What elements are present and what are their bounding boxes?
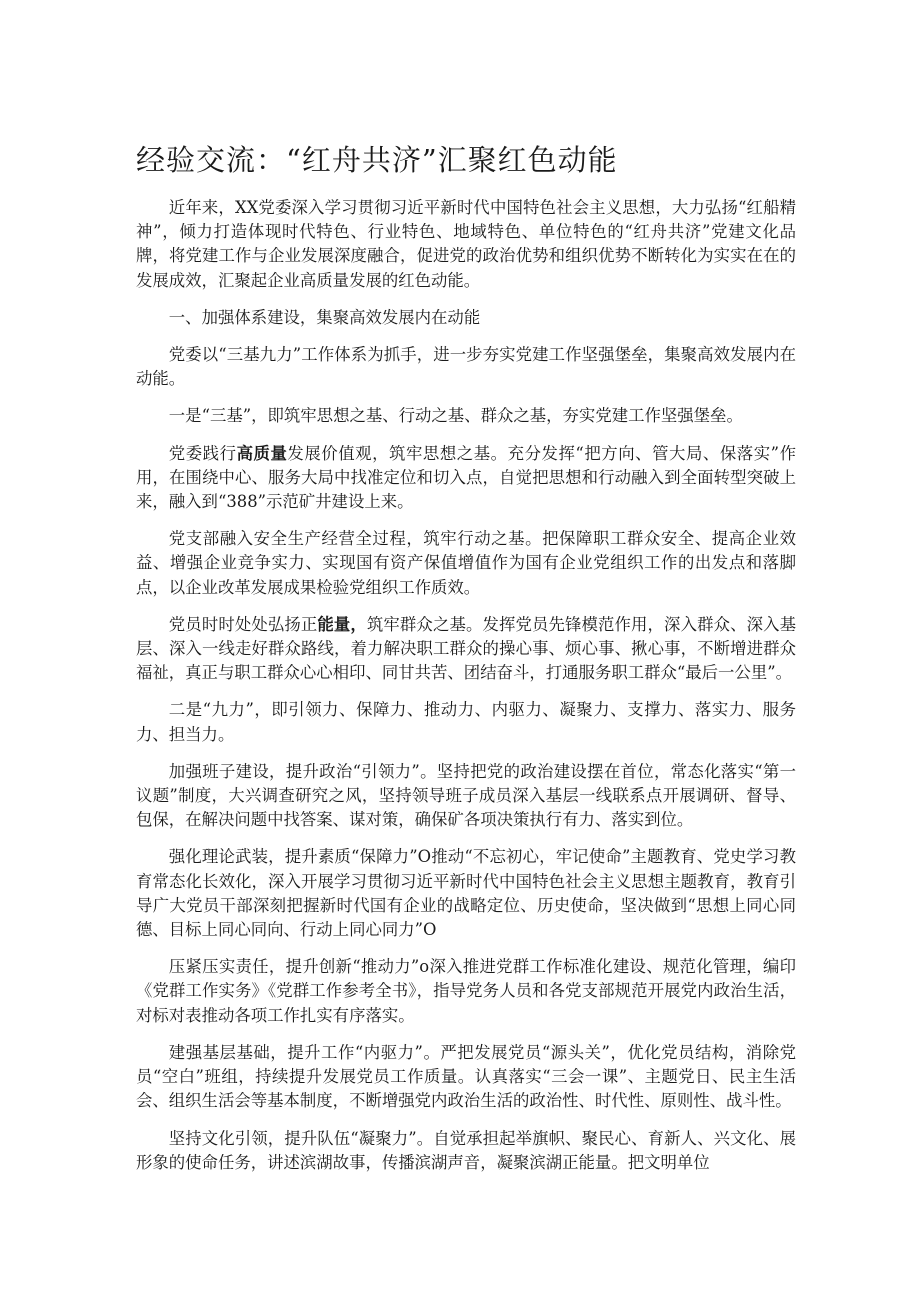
paragraph-mass-foundation — [136, 613, 796, 686]
paragraph-ideological-foundation — [136, 442, 796, 515]
paragraph-responsibility: 压紧压实责任，提升创新“推动力”o深入推进党群工作标准化建设、规范化管理，编印《党群工作实务》《党群工作参考全书》，指导党务人员和各党支部规范开展党内政治生活，对标对表推动各项工作扎实有序落实。 — [136, 957, 796, 1025]
paragraph-three-foundations: 一是“三基”，即筑牢思想之基、行动之基、群众之基，夯实党建工作坚强堡垒。 — [168, 406, 743, 426]
document-title: 经验交流：“红舟共济”汇聚红色动能 — [136, 143, 618, 177]
paragraph-culture: 坚持文化引领，提升队伍“凝聚力”。自觉承担起举旗帜、聚民心、育新人、兴文化、展形象的使命任务，讲述滨湖故事，传播滨湖声音，凝聚滨湖正能量。把文明单位 — [136, 1128, 796, 1172]
section-heading-1: 一、加强体系建设，集聚高效发展内在动能 — [168, 307, 481, 327]
paragraph-intro: 近年来，XX党委深入学习贯彻习近平新时代中国特色社会主义思想，大力弘扬“红船精神”，倾力打造体现时代特色、行业特色、地域特色、单位特色的“红舟共济”党建文化品牌，将党建工作与企业发展深度融合，促进党的政治优势和组织优势不断转化为实实在在的发展成效，汇聚起企业高质量发展的红色动能。 — [136, 198, 796, 290]
bold-text-run: 高质量 — [236, 443, 288, 463]
paragraph-nine-forces: 二是“九力”，即引领力、保障力、推动力、内驱力、凝聚力、支撑力、落实力、服务力、担当力。 — [136, 700, 796, 744]
paragraph-grassroots: 建强基层基础，提升工作“内驱力”。严把发展党员“源头关”，优化党员结构，消除党员“空白”班组，持续提升发展党员工作质量。认真落实“三会一课”、主题党日、民主生活会、组织生活会等基本制度，不断增强党内政治生活的政治性、时代性、原则性、战斗性。 — [136, 1042, 796, 1111]
paragraph-leadership: 加强班子建设，提升政治“引领力”。坚持把党的政治建设摆在首位，常态化落实“第一议题”制度，大兴调查研究之风，坚持领导班子成员深入基层一线联系点开展调研、督导、包保，在解决问题中找答案、谋对策，确保矿各项决策执行有力、落实到位。 — [136, 761, 796, 830]
text-run: 筑牢群众之基。发挥党员先锋模范作用，深入群众、深入基层、深入一线走好群众路线，着力解决职工群众的操心事、烦心事、揪心事，不断增进群众福祉，真正与职工群众心心相印、同甘共苦、团结奋斗，打通服务职工群众“最后一公里”。 — [136, 614, 797, 683]
text-run: 发展价值观，筑牢思想之基。充分发挥“把方向、管大局、保落实”作用，在围绕中心、服务大局中找准定位和切入点，自觉把思想和行动融入到全面转型突破上来，融入到“388”示范矿井建设上来。 — [136, 443, 796, 512]
paragraph-theory: 强化理论武装，提升素质“保障力”O推动“不忘初心，牢记使命”主题教育、党史学习教育常态化长效化，深入开展学习贯彻习近平新时代中国特色社会主义思想主题教育，教育引导广大党员干部深刻把握新时代国有企业的战略定位、历史使命，坚决做到“思想上同心同德、目标上同心同向、行动上同心同力”O — [136, 847, 796, 940]
paragraph-system-overview: 党委以“三基九力”工作体系为抓手，进一步夯实党建工作坚强堡垒，集聚高效发展内在动能。 — [136, 345, 796, 389]
paragraph-action-foundation: 党支部融入安全生产经营全过程，筑牢行动之基。把保障职工群众安全、提高企业效益、增强企业竞争实力、实现国有资产保值增值作为国有企业党组织工作的出发点和落脚点，以企业改革发展成果检验党组织工作质效。 — [136, 529, 796, 597]
bold-text-run: 能量， — [317, 614, 367, 634]
text-run: 党员时时处处弘扬正 — [168, 614, 318, 634]
text-run: 党委践行 — [168, 443, 237, 463]
document-body — [136, 140, 796, 1188]
